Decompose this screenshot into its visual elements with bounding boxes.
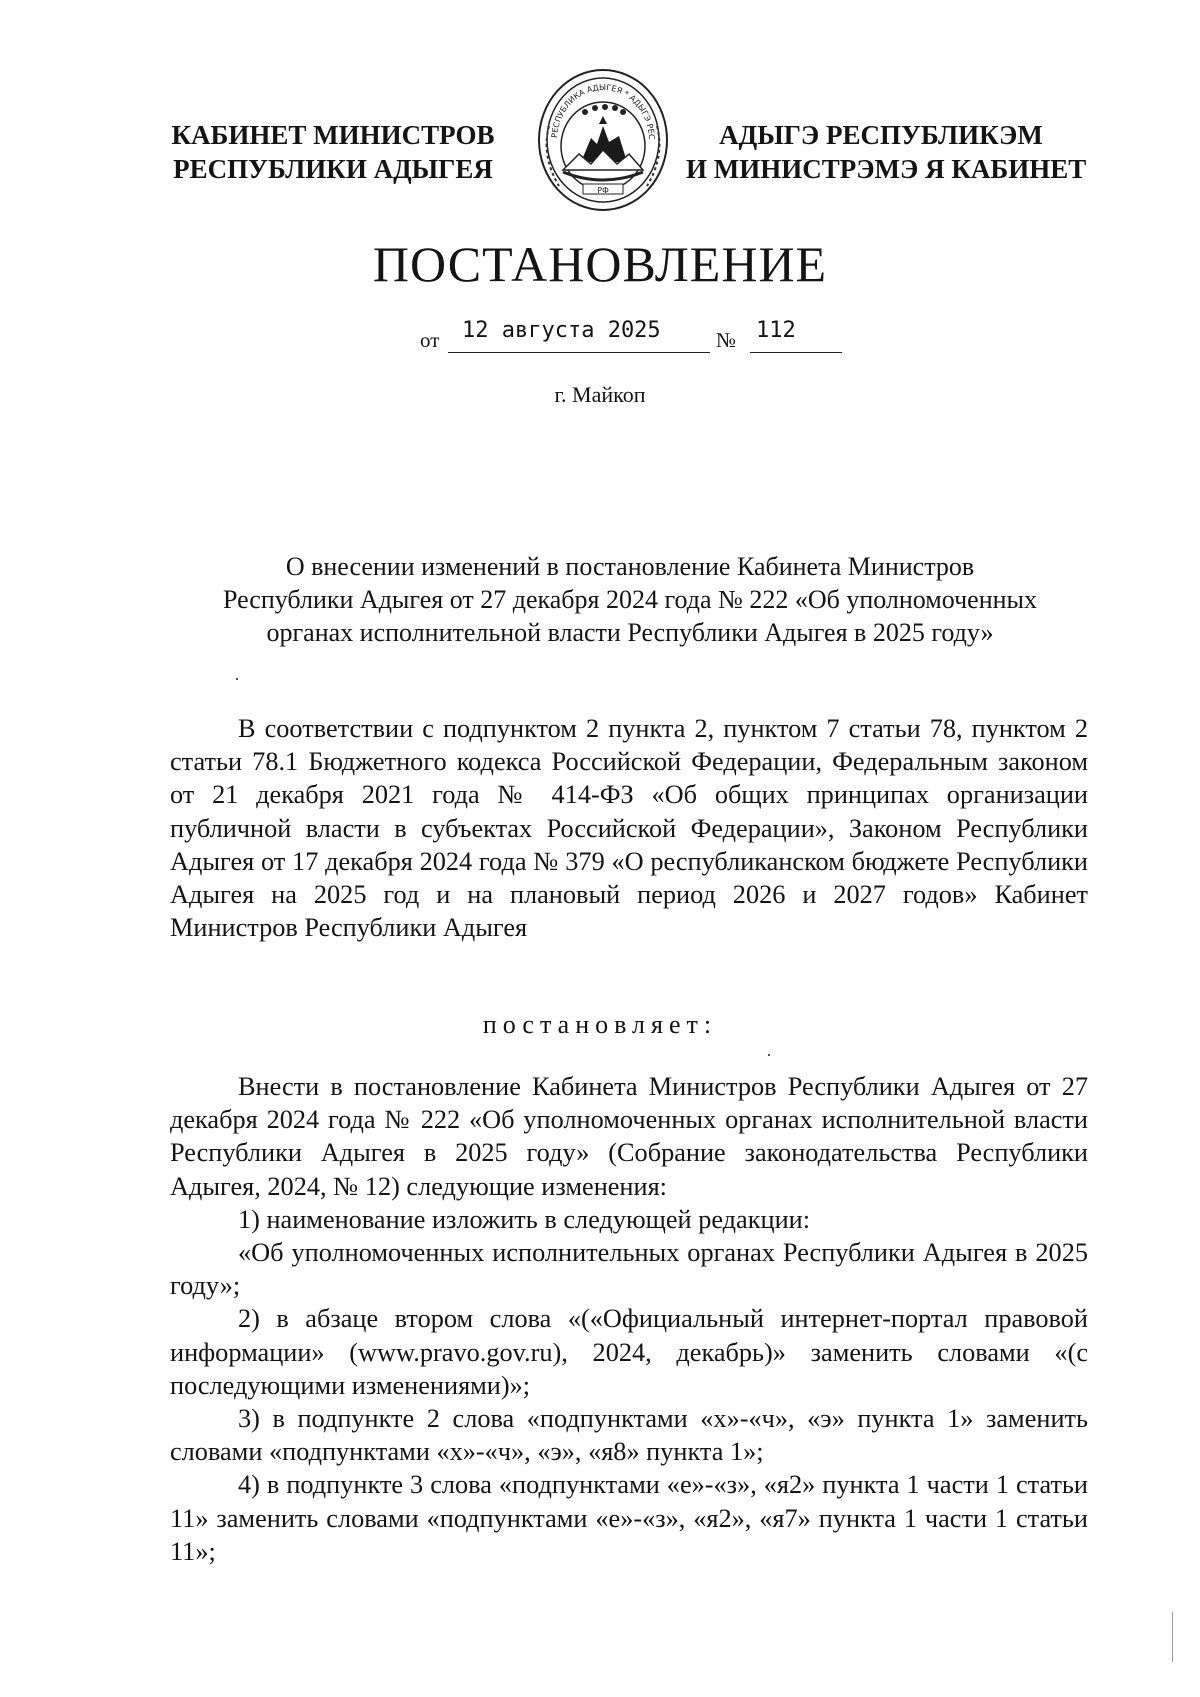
svg-text:РФ: РФ	[597, 186, 609, 195]
paragraph-item-4: 4) в подпункте 3 слова «подпунктами «е»-«з», «я2» пункта 1 части 1 статьи 11» заменить словами «подпунктами «е»-«з», «я2», «я7» пункта 1 части 1 статьи 11»;	[170, 1470, 1088, 1566]
subject-line-2: Республики Адыгея от 27 декабря 2024 года № 222 «Об уполномоченных	[223, 585, 1037, 614]
document-number: 112	[756, 318, 796, 343]
date-number-line	[420, 318, 820, 358]
header-left-line-1: КАБИНЕТ МИНИСТРОВ	[171, 120, 495, 150]
header-left	[168, 118, 498, 186]
subject-line-1: О внесении изменений в постановление Кабинета Министров	[285, 552, 975, 581]
number-underline	[750, 352, 842, 353]
header-right-line-1: АДЫГЭ РЕСПУБЛИКЭМ	[719, 120, 1043, 150]
number-label: №	[716, 328, 737, 352]
document-date: 12 августа 2025	[462, 318, 661, 343]
document-subject	[170, 550, 1090, 649]
paragraph-item-1: 1) наименование изложить в следующей редакции:	[238, 1204, 811, 1234]
scan-speck	[768, 1054, 770, 1056]
adygea-coat-of-arms-icon	[533, 66, 673, 214]
city: г. Майкоп	[554, 382, 646, 407]
emblem-text: РЕСПУБЛИКА АДЫГЕЯ * АДЫГЭ РЕС	[550, 82, 657, 140]
paragraph-item-1-quote: «Об уполномоченных исполнительных органах Республики Адыгея в 2025 году»;	[170, 1238, 1088, 1301]
paragraph-item-3: 3) в подпункте 2 слова «подпунктами «х»-«ч», «э» пункта 1» заменить словами «подпунктами «х»-«ч», «э», «я8» пункта 1»;	[170, 1404, 1088, 1467]
document-title: ПОСТАНОВЛЕНИЕ	[372, 236, 828, 292]
paragraph-intro: Внести в постановление Кабинета Министров Республики Адыгея от 27 декабря 2024 года № 222 «Об уполномоченных органах исполнительной власти Республики Адыгея в 2025 году» (Собрание законодательства Республики Адыгея, 2024, № 12) следующие изменения:	[170, 1072, 1088, 1201]
date-underline	[448, 352, 710, 353]
scan-edge-mark	[1172, 1612, 1173, 1662]
decree-word: постановляет:	[482, 1010, 718, 1039]
paragraph-item-2: 2) в абзаце втором слова «(«Официальный интернет-портал правовой информации» (www.pravo.gov.ru), 2024, декабрь)» заменить словами «(с последующими изменениями)»;	[170, 1304, 1088, 1400]
subject-line-3: органах исполнительной власти Республики Адыгея в 2025 году»	[266, 618, 994, 647]
scan-speck	[236, 678, 238, 680]
date-from-label: от	[420, 328, 440, 352]
header-right-line-2: И МИНИСТРЭМЭ Я КАБИНЕТ	[686, 154, 1087, 184]
preamble	[170, 712, 1088, 944]
decree-body	[170, 1070, 1088, 1568]
header-left-line-2: РЕСПУБЛИКИ АДЫГЕЯ	[173, 154, 493, 184]
header-right	[686, 118, 1087, 186]
preamble-paragraph: В соответствии с подпунктом 2 пункта 2, пунктом 7 статьи 78, пунктом 2 статьи 78.1 Бюджетного кодекса Российской Федерации, Федеральным законом от 21 декабря 2021 года № 414-ФЗ «Об общих принципах организации публичной власти в субъектах Российской Федерации», Законом Республики Адыгея от 17 декабря 2024 года № 379 «О республиканском бюджете Республики Адыгея на 2025 год и на плановый период 2026 и 2027 годов» Кабинет Министров Республики Адыгея	[170, 714, 1088, 943]
